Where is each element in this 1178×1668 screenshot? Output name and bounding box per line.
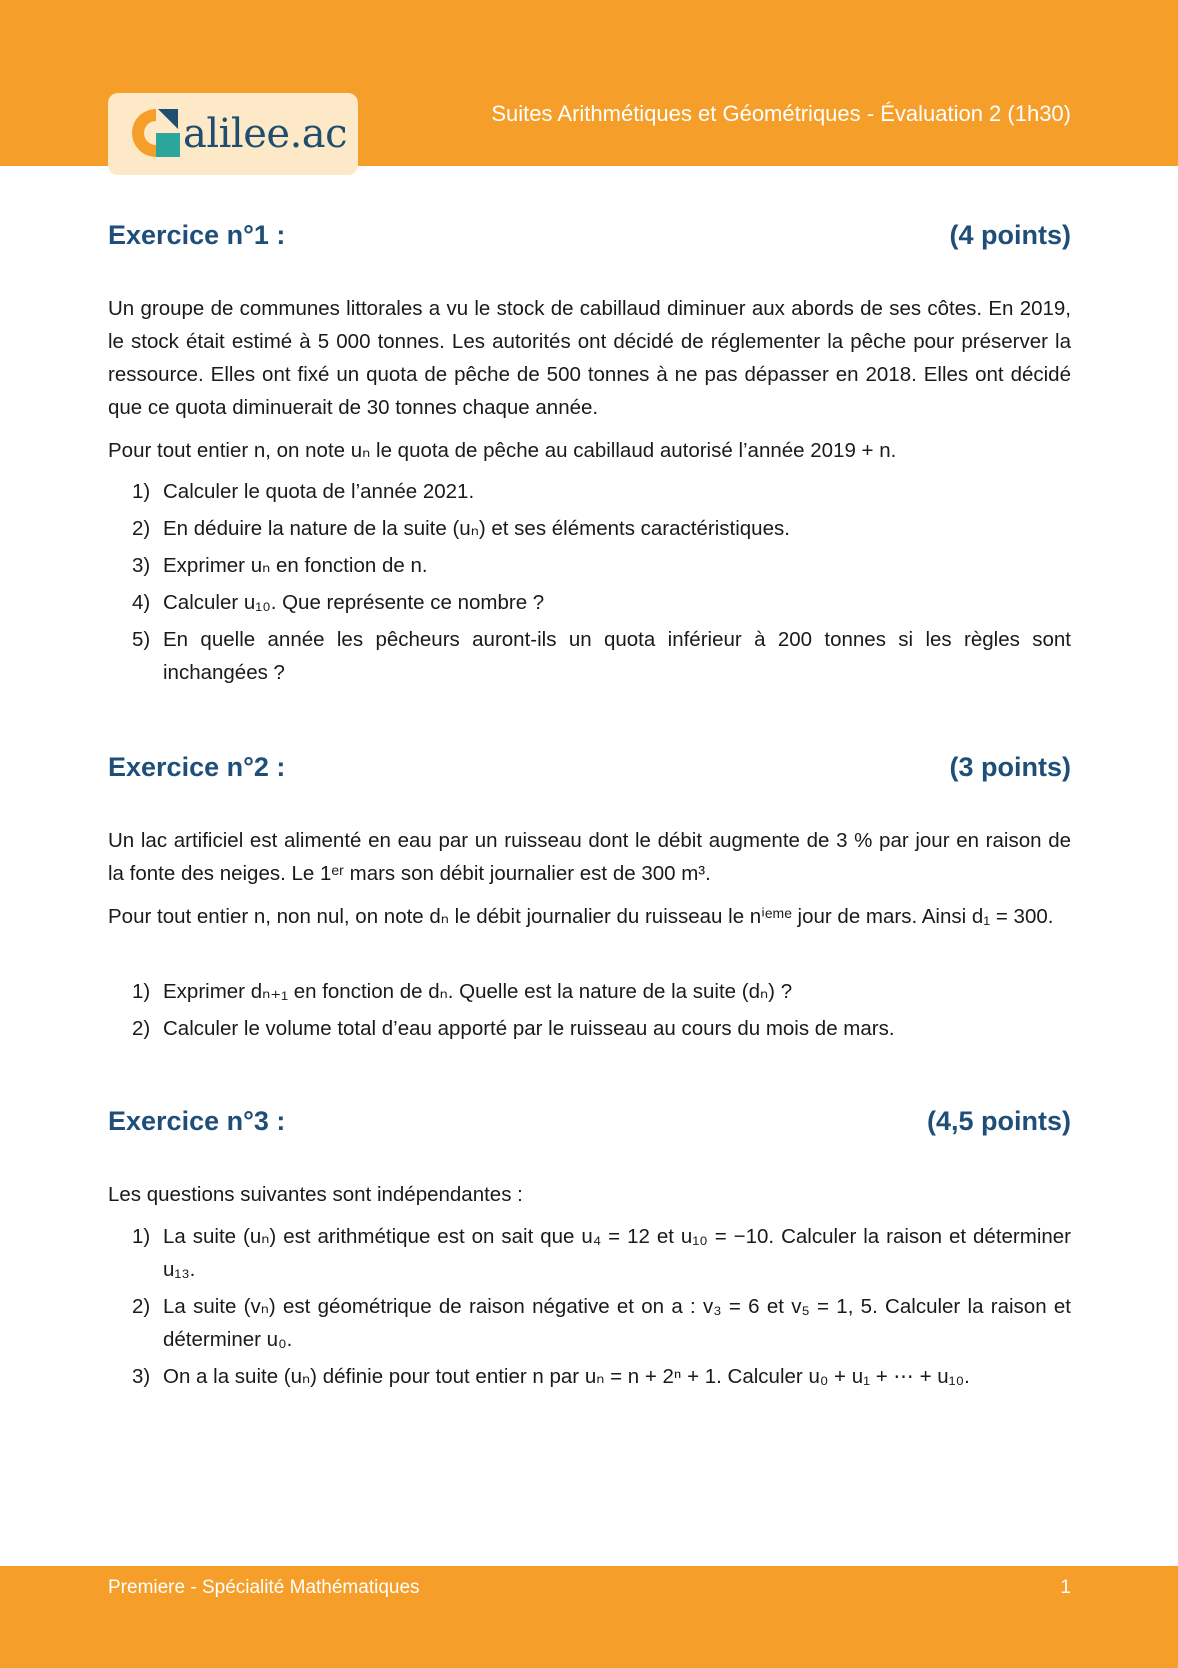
logo <box>108 93 358 175</box>
list-item: 4) Calculer u₁₀. Que représente ce nombre ? <box>132 591 545 614</box>
galilee-logo-icon <box>128 105 184 161</box>
exercise-1-points: (4 points) <box>949 220 1071 250</box>
list-item: 2) En déduire la nature de la suite (uₙ) et ses éléments caractéristiques. <box>132 517 790 540</box>
exercise-2-definition: Pour tout entier n, non nul, on note dₙ le débit journalier du ruisseau le nⁱᵉᵐᵉ jour de mars. Ainsi d₁ = 300. <box>108 905 1054 928</box>
exercise-2-points: (3 points) <box>949 752 1071 782</box>
page-number: 1 <box>1060 1577 1071 1598</box>
exercise-1-intro: Un groupe de communes littorales a vu le stock de cabillaud diminuer aux abords de ses côtes. En 2019, le stock était estimé à 5 000 tonnes. Les autorités ont décidé de réglementer la pêche pour préserver la ressource. Elles ont fixé un quota de pêche de 500 tonnes à ne pas dépasser en 2018. Elles ont décidé que ce quota diminuerait de 30 tonnes chaque année. <box>108 297 1071 419</box>
list-item: 1) La suite (uₙ) est arithmétique est on sait que u₄ = 12 et u₁₀ = −10. Calculer la raison et déterminer u₁₃. <box>132 1225 1071 1281</box>
exercise-3-points: (4,5 points) <box>926 1106 1071 1136</box>
exercise-2-intro: Un lac artificiel est alimenté en eau par un ruisseau dont le débit augmente de 3 % par jour en raison de la fonte des neiges. Le 1ᵉʳ mars son débit journalier est de 300 m³. <box>108 829 1071 885</box>
exercise-2-heading <box>108 752 1071 783</box>
exercise-1-questions <box>108 475 1071 693</box>
exercise-2-title: Exercice n°2 : <box>108 752 286 782</box>
list-item: 3) On a la suite (uₙ) définie pour tout entier n par uₙ = n + 2ⁿ + 1. Calculer u₀ + u₁ + ⋯ + u₁₀. <box>132 1365 970 1388</box>
list-item: 2) Calculer le volume total d’eau apporté par le ruisseau au cours du mois de mars. <box>132 1017 895 1040</box>
list-item: 1) Exprimer dₙ₊₁ en fonction de dₙ. Quelle est la nature de la suite (dₙ) ? <box>132 980 793 1003</box>
exercise-1-title: Exercice n°1 : <box>108 220 286 250</box>
list-item: 2) La suite (vₙ) est géométrique de raison négative et on a : v₃ = 6 et v₅ = 1, 5. Calculer la raison et déterminer u₀. <box>132 1295 1071 1351</box>
exercise-2-questions <box>108 975 1071 1049</box>
list-item: 5) En quelle année les pêcheurs auront-ils un quota inférieur à 200 tonnes si les règles sont inchangées ? <box>132 628 1071 684</box>
exercise-1-heading <box>108 220 1071 251</box>
exercise-3-questions <box>108 1220 1071 1397</box>
exercise-1-definition: Pour tout entier n, on note uₙ le quota de pêche au cabillaud autorisé l’année 2019 + n. <box>108 439 897 462</box>
footer-course-label: Premiere - Spécialité Mathématiques <box>108 1577 420 1598</box>
exercise-3-intro: Les questions suivantes sont indépendantes : <box>108 1183 523 1206</box>
exercise-3-title: Exercice n°3 : <box>108 1106 286 1136</box>
list-item: 3) Exprimer uₙ en fonction de n. <box>132 554 428 577</box>
list-item: 1) Calculer le quota de l’année 2021. <box>132 480 475 503</box>
exercise-3-heading <box>108 1106 1071 1137</box>
logo-text: alilee.ac <box>183 111 348 157</box>
document-title: Suites Arithmétiques et Géométriques - Évaluation 2 (1h30) <box>491 101 1071 126</box>
